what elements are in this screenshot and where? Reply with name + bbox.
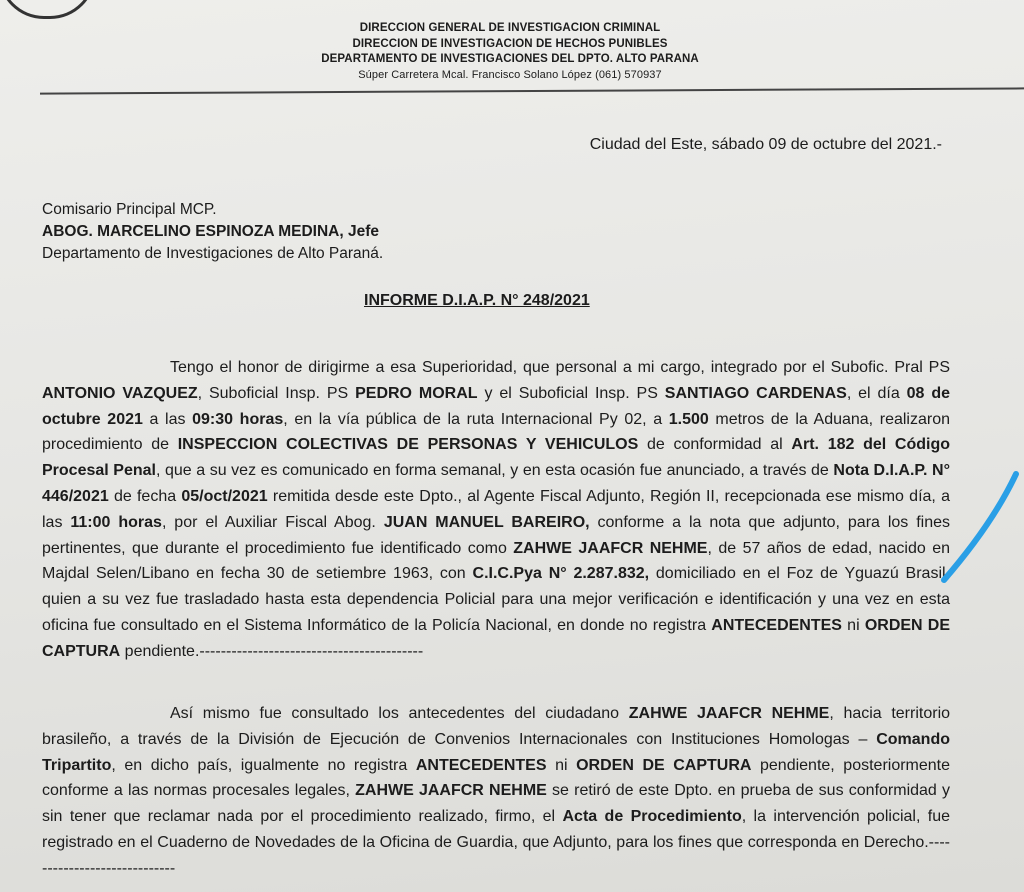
text-run: pendiente, posteriormente conforme a las normas procesales legales, xyxy=(42,756,951,800)
text-run: y el Suboficial Insp. PS xyxy=(477,384,665,402)
text-run: ni xyxy=(841,616,865,634)
recipient-department: Departamento de Investigaciones de Alto Paraná. xyxy=(42,245,384,262)
letterhead-address: Súper Carretera Mcal. Francisco Solano López (061) 570937 xyxy=(358,68,662,81)
text-run: conforme a la nota que adjunto, para los fines pertinentes, que durante el procedimiento fue identificado como xyxy=(42,513,951,557)
text-run: , en dicho país, igualmente no registra xyxy=(111,756,416,774)
bold-text: Comando Tripartito xyxy=(42,730,950,774)
text-run: , Suboficial Insp. PS xyxy=(197,384,356,402)
text-run: se retiró de este Dpto. en prueba de sus conformidad y sin tener que reclamar nada por el procedimiento realizado, firmo, el xyxy=(42,782,951,826)
text-run: a las xyxy=(142,410,193,428)
text-run: ni xyxy=(546,756,577,774)
report-title: INFORME D.I.A.P. N° 248/2021 xyxy=(364,292,590,309)
bold-text: ORDEN DE CAPTURA xyxy=(576,756,752,774)
text-run: , que a su vez es comunicado en forma semanal, y en esta ocasión fue anunciado, a través de xyxy=(155,462,834,480)
bold-text: 09:30 horas xyxy=(192,410,284,428)
header-divider xyxy=(40,87,1024,94)
bold-text: PEDRO MORAL xyxy=(355,384,478,402)
text-run: pendiente.------------------------------------------ xyxy=(120,642,424,660)
recipient-rank: Comisario Principal MCP. xyxy=(42,201,217,218)
letterhead-line-2: DIRECCION DE INVESTIGACION DE HECHOS PUNIBLES xyxy=(352,37,668,50)
text-run: domiciliado en el Foz de Yguazú Brasil, quien a su vez fue trasladado hasta esta dependencia Policial para una mejor verificación e identificación y una vez en esta oficina fue consultado en el Sistema Informático de la Policía Nacional, en donde no registra xyxy=(42,565,950,634)
letterhead xyxy=(260,21,760,83)
bold-text: ZAHWE JAAFCR NEHME xyxy=(355,782,547,800)
date-line: Ciudad del Este, sábado 09 de octubre del 2021.- xyxy=(589,136,942,153)
text-run: , por el Auxiliar Fiscal Abog. xyxy=(161,513,384,531)
text-run: , en la vía pública de la ruta Internacional Py 02, a xyxy=(283,410,669,428)
bold-text: ANTECEDENTES xyxy=(711,616,842,634)
institution-seal xyxy=(0,0,96,19)
bold-text: Art. 182 del Código Procesal Penal xyxy=(42,436,951,480)
bold-text: 1.500 xyxy=(668,410,709,428)
text-run: , el día xyxy=(846,384,907,402)
text-run: de conformidad al xyxy=(638,436,792,454)
bold-text: Acta de Procedimiento xyxy=(562,808,742,826)
text-run: Tengo el honor de dirigirme a esa Superioridad, que personal a mi cargo, integrado por el Subofic. Pral PS xyxy=(170,359,950,376)
letterhead-line-1: DIRECCION GENERAL DE INVESTIGACION CRIMINAL xyxy=(359,22,661,34)
text-run: Así mismo fue consultado los antecedentes del ciudadano xyxy=(170,705,629,722)
bold-text: C.I.C.Pya N° 2.287.832, xyxy=(472,565,650,583)
bold-text: ORDEN DE CAPTURA xyxy=(42,616,951,660)
text-run: metros de la Aduana, realizaron procedimiento de xyxy=(42,410,951,454)
text-run: , hacia territorio brasileño, a través de la División de Ejecución de Convenios Internacionales con Instituciones Homologas – xyxy=(42,705,951,748)
bold-text: ZAHWE JAAFCR NEHME xyxy=(628,705,830,722)
text-run: de fecha xyxy=(108,487,182,505)
body-paragraph-1 xyxy=(42,355,950,665)
text-run: , de 57 años de edad, nacido en Majdal Selen/Libano en fecha 30 de setiembre 1963, con xyxy=(42,539,950,583)
text-run: remitida desde este Dpto., al Agente Fiscal Adjunto, Región II, recepcionada ese mismo día, a las xyxy=(42,487,950,531)
bold-text: Nota D.I.A.P. N° 446/2021 xyxy=(42,462,950,505)
bold-text: SANTIAGO CARDENAS xyxy=(664,384,847,402)
recipient-block xyxy=(42,199,383,265)
text-run: , la intervención policial, fue registrado en el Cuaderno de Novedades de la Oficina de Guardia, que Adjunto, para los fines que corresponda en Derecho.----------------------------- xyxy=(42,808,951,877)
bold-text: ZAHWE JAAFCR NEHME xyxy=(513,539,708,557)
bold-text: ANTECEDENTES xyxy=(415,756,547,774)
letterhead-line-3: DEPARTAMENTO DE INVESTIGACIONES DEL DPTO. ALTO PARANA xyxy=(321,53,699,65)
bold-text: INSPECCION COLECTIVAS DE PERSONAS Y VEHICULOS xyxy=(177,436,639,454)
bold-text: JUAN MANUEL BAREIRO, xyxy=(383,513,590,531)
recipient-name: ABOG. MARCELINO ESPINOZA MEDINA, Jefe xyxy=(42,223,380,240)
bold-text: 05/oct/2021 xyxy=(181,487,268,505)
pen-mark xyxy=(938,468,1024,588)
bold-text: 08 de octubre 2021 xyxy=(42,384,951,428)
body-paragraph-2 xyxy=(42,701,950,882)
bold-text: ANTONIO VAZQUEZ xyxy=(42,384,198,402)
bold-text: 11:00 horas xyxy=(70,513,162,531)
